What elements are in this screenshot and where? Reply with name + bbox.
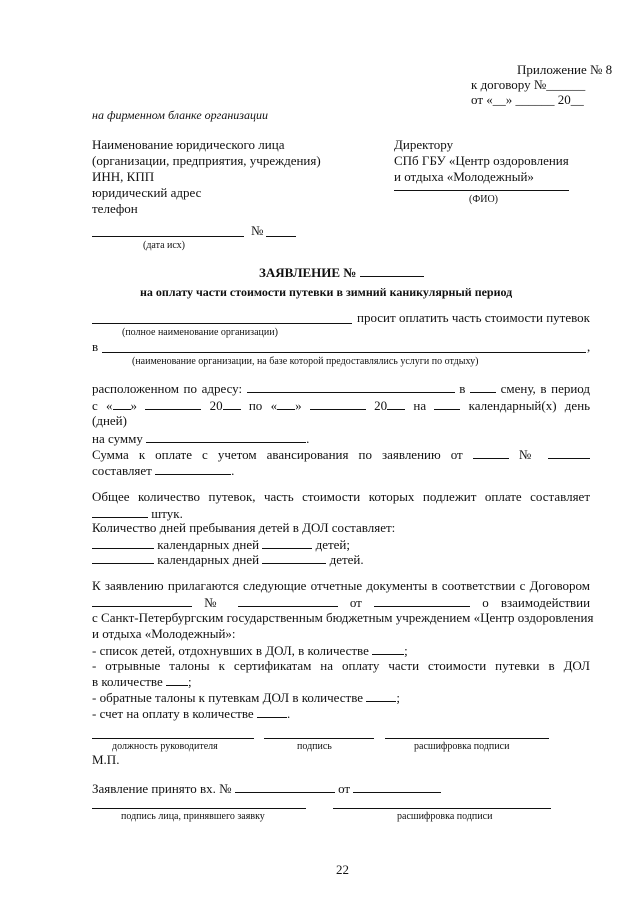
- receiver-signature-line[interactable]: [92, 808, 306, 809]
- sender-line-1: Наименование юридического лица: [92, 137, 285, 152]
- advance-date-field[interactable]: [473, 446, 509, 459]
- title-heading-text: ЗАЯВЛЕНИЕ №: [259, 265, 357, 280]
- days-field[interactable]: [434, 397, 460, 410]
- receiver-decode-line[interactable]: [333, 808, 551, 809]
- title-number-field[interactable]: [360, 264, 424, 277]
- sum-field[interactable]: [146, 430, 306, 443]
- contract-interaction: взаимодействии: [500, 595, 591, 610]
- sender-block: [92, 137, 321, 217]
- advance-line: [92, 446, 590, 462]
- attach-item-4-text: - счет на оплату в количестве: [92, 706, 254, 721]
- attach-item-2: - отрывные талоны к сертификатам на оплату части стоимости путевки в ДОЛ: [92, 658, 590, 673]
- advance-dot: .: [231, 463, 235, 478]
- appendix-line-3: от «__» ______ 20__: [471, 92, 584, 107]
- shift-text: смену, в период: [500, 381, 591, 396]
- attach-item-2b: [92, 673, 192, 689]
- attach-item-2-field[interactable]: [166, 673, 188, 686]
- address-line: [92, 380, 590, 396]
- appendix-line-2: к договору №______: [471, 77, 586, 92]
- to-year-field[interactable]: [387, 397, 405, 410]
- days-paren: (дней): [92, 413, 127, 428]
- period-to-word: по: [248, 398, 263, 413]
- attach-item-1: [92, 642, 408, 658]
- contract-o-word: о: [482, 595, 489, 610]
- attach-item-2-semi: ;: [187, 674, 192, 689]
- cal-days-label-2: календарных дней: [157, 552, 260, 567]
- accepted-number-field[interactable]: [235, 780, 335, 793]
- org-caption: (полное наименование организации): [122, 327, 278, 338]
- attach-line-1: К заявлению прилагаются следующие отчетные документы в соответствии с Договором: [92, 578, 590, 593]
- page-number: 22: [336, 862, 349, 877]
- pieces-word: штук.: [151, 506, 183, 521]
- sum-dot: .: [306, 431, 310, 446]
- appendix-line-1: Приложение № 8: [517, 62, 613, 77]
- provider-caption: (наименование организации, на базе которой предоставлялись услуги по отдыху): [132, 356, 479, 367]
- accepted-from: от: [338, 781, 351, 796]
- quote-close-1: »: [130, 398, 138, 413]
- title-subtitle: на оплату части стоимости путевки в зимний каникулярный период: [140, 285, 513, 299]
- contract-pre-field[interactable]: [92, 594, 192, 607]
- period-from-word: с: [92, 398, 98, 413]
- outgoing-number-label: №: [251, 223, 264, 238]
- cal-days-field-2[interactable]: [92, 551, 154, 564]
- shift-field[interactable]: [470, 380, 496, 393]
- days-row-2: [92, 551, 364, 567]
- contract-from-word: от: [349, 595, 362, 610]
- address-in-word: в: [459, 381, 466, 396]
- stamp-label: М.П.: [92, 752, 120, 767]
- request-text: просит оплатить часть стоимости путевок: [357, 310, 590, 325]
- from-month-field[interactable]: [145, 397, 201, 410]
- attach-item-3-semi: ;: [396, 690, 400, 705]
- provider-comma: ,: [587, 339, 591, 354]
- contract-date-field[interactable]: [374, 594, 470, 607]
- advance-text: Сумма к оплате с учетом авансирования по заявлению от: [92, 447, 463, 462]
- receiver-caption: подпись лица, принявшего заявку: [121, 811, 265, 822]
- quote-open-2: «: [270, 398, 278, 413]
- advance-amount-field[interactable]: [155, 462, 231, 475]
- sender-line-4: юридический адрес: [92, 185, 202, 200]
- sender-line-5: телефон: [92, 201, 138, 216]
- total-trips-field[interactable]: [92, 505, 148, 518]
- days-row-1: [92, 536, 350, 552]
- to-day-field[interactable]: [277, 397, 295, 410]
- attach-line-2: [92, 594, 590, 610]
- attach-item-3: [92, 689, 400, 705]
- year-20-2: 20: [374, 398, 388, 413]
- cal-days-field-1[interactable]: [92, 536, 154, 549]
- advance-number-label: №: [518, 447, 538, 462]
- outgoing-date-line[interactable]: [92, 236, 244, 237]
- attach-item-4-dot: .: [286, 706, 291, 721]
- attach-item-3-text: - обратные талоны к путевкам ДОЛ в количестве: [92, 690, 364, 705]
- receiver-decode-caption: расшифровка подписи: [397, 811, 493, 822]
- outgoing-date-caption: (дата исх): [143, 240, 186, 251]
- to-month-field[interactable]: [310, 397, 366, 410]
- accepted-line: [92, 780, 441, 796]
- period-on-word: на: [413, 398, 427, 413]
- sum-line: [92, 430, 309, 446]
- attach-item-4: [92, 705, 290, 721]
- children-field-1[interactable]: [262, 536, 312, 549]
- attach-line-3: с Санкт-Петербургским государственным бюджетным учреждением «Центр оздоровления: [92, 610, 594, 625]
- recipient-line-1: Директору: [394, 137, 454, 152]
- attach-item-2b-text: в количестве: [92, 674, 163, 689]
- total-trips-line: Общее количество путевок, часть стоимости которых подлежит оплате составляет: [92, 489, 590, 504]
- children-field-2[interactable]: [262, 551, 326, 564]
- attach-item-1-semi: ;: [404, 643, 408, 658]
- accepted-date-field[interactable]: [353, 780, 441, 793]
- sum-label: на сумму: [92, 431, 143, 446]
- year-20-1: 20: [209, 398, 223, 413]
- letterhead-note: на фирменном бланке организации: [92, 108, 268, 122]
- attach-line-4: и отдыха «Молодежный»:: [92, 626, 236, 641]
- quote-close-2: »: [295, 398, 302, 413]
- decode-caption: расшифровка подписи: [414, 741, 510, 752]
- advance-constitutes: составляет: [92, 463, 152, 478]
- in-label: в: [92, 339, 99, 354]
- attach-item-1-field[interactable]: [372, 642, 404, 655]
- signature-line[interactable]: [264, 738, 374, 739]
- decode-line[interactable]: [385, 738, 549, 739]
- pieces-line: [92, 505, 183, 521]
- days-text: календарный(х) день: [468, 398, 591, 413]
- position-line[interactable]: [92, 738, 254, 739]
- advance-number-field[interactable]: [548, 446, 590, 459]
- provider-line[interactable]: [102, 352, 586, 353]
- from-year-field[interactable]: [223, 397, 241, 410]
- sender-line-3: ИНН, КПП: [92, 169, 155, 184]
- attach-item-1-text: - список детей, отдохнувших в ДОЛ, в количестве: [92, 643, 369, 658]
- sender-line-2: (организации, предприятия, учреждения): [92, 153, 321, 168]
- children-label-1: детей;: [315, 537, 350, 552]
- recipient-line-2: СПб ГБУ «Центр оздоровления: [394, 153, 569, 168]
- address-label: расположенном по адресу:: [92, 381, 243, 396]
- contract-number-field[interactable]: [238, 594, 338, 607]
- position-caption: должность руководителя: [112, 741, 218, 752]
- title-heading: [259, 264, 424, 280]
- from-day-field[interactable]: [113, 397, 131, 410]
- attach-item-4-field[interactable]: [257, 705, 287, 718]
- days-count-text: Количество дней пребывания детей в ДОЛ составляет:: [92, 520, 396, 535]
- cal-days-label-1: календарных дней: [157, 537, 260, 552]
- advance-constitutes-line: [92, 462, 234, 478]
- recipient-line-3: и отдыха «Молодежный»: [394, 169, 534, 184]
- org-name-line[interactable]: [92, 323, 352, 324]
- children-label-2: детей.: [329, 552, 364, 567]
- accepted-label: Заявление принято вх. №: [92, 781, 232, 796]
- attach-item-3-field[interactable]: [366, 689, 396, 702]
- address-field[interactable]: [247, 380, 455, 393]
- recipient-block: [394, 137, 569, 185]
- signature-caption: подпись: [297, 741, 332, 752]
- recipient-fio-caption: (ФИО): [469, 194, 499, 205]
- recipient-fio-line[interactable]: [394, 190, 569, 191]
- period-line: [92, 397, 590, 413]
- outgoing-number-line[interactable]: [266, 236, 296, 237]
- quote-open-1: «: [106, 398, 113, 413]
- contract-number-label: №: [204, 595, 226, 610]
